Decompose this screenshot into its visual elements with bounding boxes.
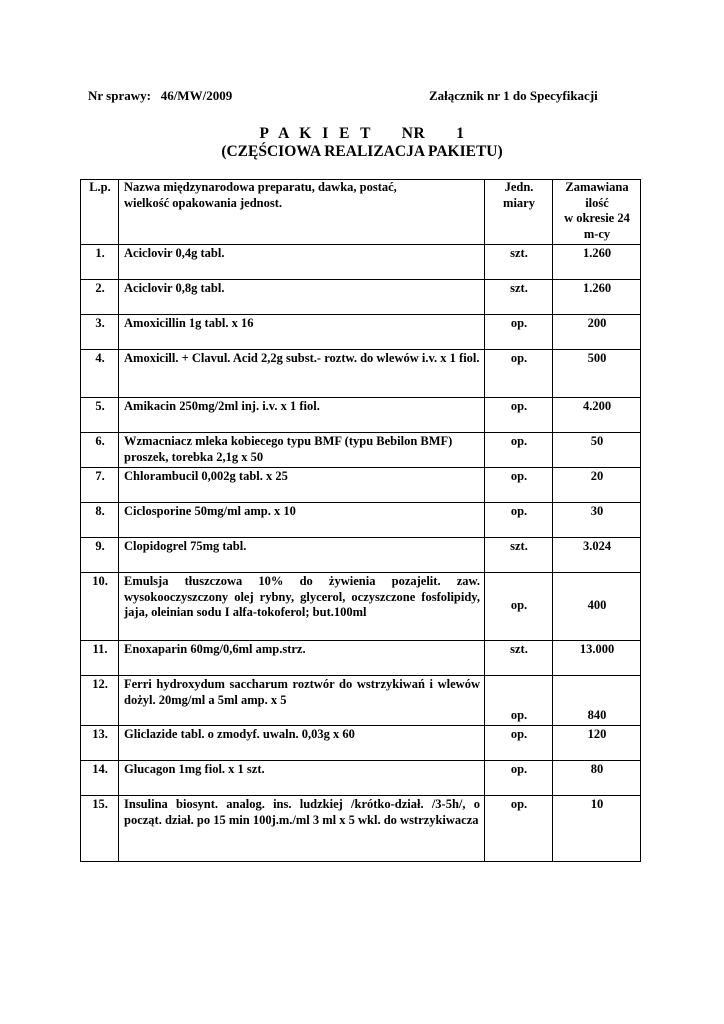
table-row [81,726,641,761]
row-name: Glucagon 1mg fiol. x 1 szt. [119,761,485,796]
row-name: Amoxicillin 1g tabl. x 16 [119,315,485,350]
row-name: Gliclazide tabl. o zmodyf. uwaln. 0,03g x 60 [119,726,485,761]
row-unit: op. [485,315,553,350]
row-quantity: 1.260 [553,280,641,315]
row-lp: 14. [81,761,119,796]
row-lp: 13. [81,726,119,761]
row-unit: szt. [485,245,553,280]
row-unit: szt. [485,280,553,315]
row-unit: op. [485,796,553,862]
row-lp: 11. [81,641,119,676]
row-name: Emulsja tłuszczowa 10% do żywienia pozajelit. zaw. wysokooczyszczony olej rybny, glycerol, oczyszczone fosfolipidy, jaja, oleinian sodu I alfa-tokoferol; but.100ml [119,573,485,641]
header-name-line1: Nazwa międzynarodowa preparatu, dawka, postać, [124,180,397,194]
row-quantity-text: 400 [587,598,607,613]
row-name: Aciclovir 0,8g tabl. [119,280,485,315]
row-name: Clopidogrel 75mg tabl. [119,538,485,573]
row-quantity: 1.260 [553,245,641,280]
row-quantity: 80 [553,761,641,796]
table-row [81,641,641,676]
row-quantity: 120 [553,726,641,761]
table-row [81,280,641,315]
table-row [81,468,641,503]
row-lp: 2. [81,280,119,315]
row-name: Wzmacniacz mleka kobiecego typu BMF (typu Bebilon BMF) proszek, torebka 2,1g x 50 [119,433,485,468]
row-unit: op. [485,468,553,503]
row-quantity: 500 [553,350,641,398]
row-unit: op. [485,761,553,796]
table-row [81,433,641,468]
table-row [81,245,641,280]
table-row [81,398,641,433]
products-table [80,179,641,862]
header-unit-line1: Jedn. [504,180,534,194]
row-unit [485,676,553,726]
row-quantity: 30 [553,503,641,538]
row-lp: 15. [81,796,119,862]
header-lp: L.p. [81,180,119,245]
header-qty-line2: w okresie 24 m-cy [564,211,630,241]
table-row [81,315,641,350]
attachment-label: Załącznik nr 1 do Specyfikacji [429,88,598,103]
row-unit-text: op. [510,707,528,722]
row-unit: op. [485,398,553,433]
table-row [81,761,641,796]
row-lp: 10. [81,573,119,641]
header-name-line2: wielkość opakowania jednost. [124,195,283,210]
row-lp: 9. [81,538,119,573]
case-number: Nr sprawy: 46/MW/2009 [88,88,233,103]
row-lp: 7. [81,468,119,503]
row-name: Ferri hydroxydum saccharum roztwór do wstrzykiwań i wlewów dożyl. 20mg/ml a 5ml amp. x 5 [119,676,485,726]
row-quantity-text: 840 [587,707,607,722]
row-quantity [553,676,641,726]
table-row [81,350,641,398]
row-lp: 5. [81,398,119,433]
row-name: Aciclovir 0,4g tabl. [119,245,485,280]
header-quantity [553,180,641,245]
row-lp: 8. [81,503,119,538]
row-unit-text: op. [510,598,528,613]
table-row [81,676,641,726]
table-header-row [81,180,641,245]
row-name: Chlorambucil 0,002g tabl. x 25 [119,468,485,503]
row-quantity [553,573,641,641]
row-name: Insulina biosynt. analog. ins. ludzkiej /krótko-dział. /3-5h/, o począt. dział. po 15 min 100j.m./ml 3 ml x 5 wkl. do wstrzykiwacza [119,796,485,862]
header-unit-line2: miary [503,195,535,210]
row-quantity: 4.200 [553,398,641,433]
row-unit: op. [485,503,553,538]
row-unit: op. [485,726,553,761]
row-quantity: 20 [553,468,641,503]
row-lp: 1. [81,245,119,280]
row-lp: 6. [81,433,119,468]
row-name: Ciclosporine 50mg/ml amp. x 10 [119,503,485,538]
package-title: P A K I E T NR 1 [259,125,465,142]
row-unit: szt. [485,641,553,676]
row-quantity: 50 [553,433,641,468]
row-lp: 12. [81,676,119,726]
table-row [81,573,641,641]
package-subtitle: (CZĘŚCIOWA REALIZACJA PAKIETU) [221,143,503,160]
row-quantity: 200 [553,315,641,350]
row-quantity: 10 [553,796,641,862]
row-lp: 4. [81,350,119,398]
document-header [88,88,628,104]
header-name [119,180,485,245]
row-name: Amoxicill. + Clavul. Acid 2,2g subst.- roztw. do wlewów i.v. x 1 fiol. [119,350,485,398]
row-name: Amikacin 250mg/2ml inj. i.v. x 1 fiol. [119,398,485,433]
header-qty-line1: Zamawiana ilość [565,180,629,210]
row-lp: 3. [81,315,119,350]
row-name: Enoxaparin 60mg/0,6ml amp.strz. [119,641,485,676]
row-unit: szt. [485,538,553,573]
table-row [81,503,641,538]
row-quantity: 3.024 [553,538,641,573]
row-unit: op. [485,350,553,398]
header-unit [485,180,553,245]
table-row [81,538,641,573]
row-quantity: 13.000 [553,641,641,676]
table-row [81,796,641,862]
row-unit: op. [485,433,553,468]
row-unit [485,573,553,641]
